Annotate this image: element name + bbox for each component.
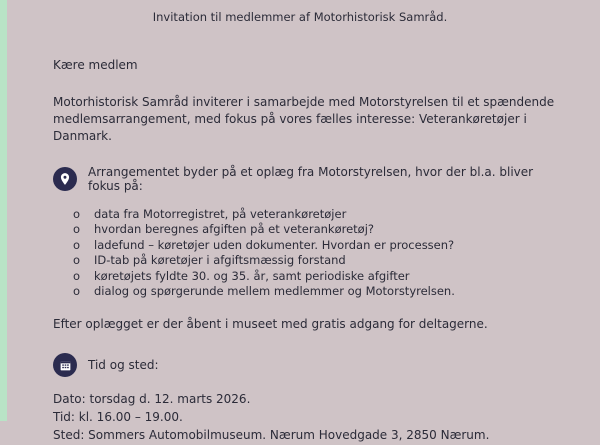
event-time: Tid: kl. 16.00 – 19.00. xyxy=(53,410,183,425)
time-place-heading-text: Tid og sted: xyxy=(88,358,159,373)
document-header: Invitation til medlemmer af Motorhistorisk Samråd. xyxy=(152,10,448,24)
list-item: o hvordan beregnes afgiften på et veterankøretøj? xyxy=(73,222,563,236)
calendar-icon xyxy=(53,353,77,377)
left-accent-bar xyxy=(0,0,7,421)
event-details xyxy=(53,391,563,444)
after-list-paragraph: Efter oplægget er der åbent i museet med gratis adgang for deltagerne. xyxy=(53,317,488,332)
document-body xyxy=(53,58,563,445)
list-item: o data fra Motorregistret, på veterankøretøjer xyxy=(73,207,563,221)
location-pin-icon xyxy=(53,167,77,191)
agenda-bullet-list xyxy=(53,207,563,298)
agenda-heading-text: Arrangementet byder på et oplæg fra Motorstyrelsen, hvor der bl.a. bliver fokus på: xyxy=(88,165,534,193)
event-location: Sted: Sommers Automobilmuseum. Nærum Hovedgade 3, 2850 Nærum. xyxy=(53,428,490,443)
agenda-heading-row xyxy=(53,165,563,193)
list-item: o ladefund – køretøjer uden dokumenter. Hvordan er processen? xyxy=(73,238,563,252)
time-place-heading-row xyxy=(53,353,563,377)
event-date: Dato: torsdag d. 12. marts 2026. xyxy=(53,392,251,407)
list-item: o dialog og spørgerunde mellem medlemmer og Motorstyrelsen. xyxy=(73,284,563,298)
intro-paragraph: Motorhistorisk Samråd inviterer i samarbejde med Motorstyrelsen til et spændende medlemsarrangement, med fokus på vores fælles interesse: Veterankøretøjer i Danmark. xyxy=(53,95,555,143)
list-item: o køretøjets fyldte 30. og 35. år, samt periodiske afgifter xyxy=(73,269,563,283)
greeting-text: Kære medlem xyxy=(53,58,138,72)
list-item: o ID-tab på køretøjer i afgiftsmæssig forstand xyxy=(73,253,563,267)
